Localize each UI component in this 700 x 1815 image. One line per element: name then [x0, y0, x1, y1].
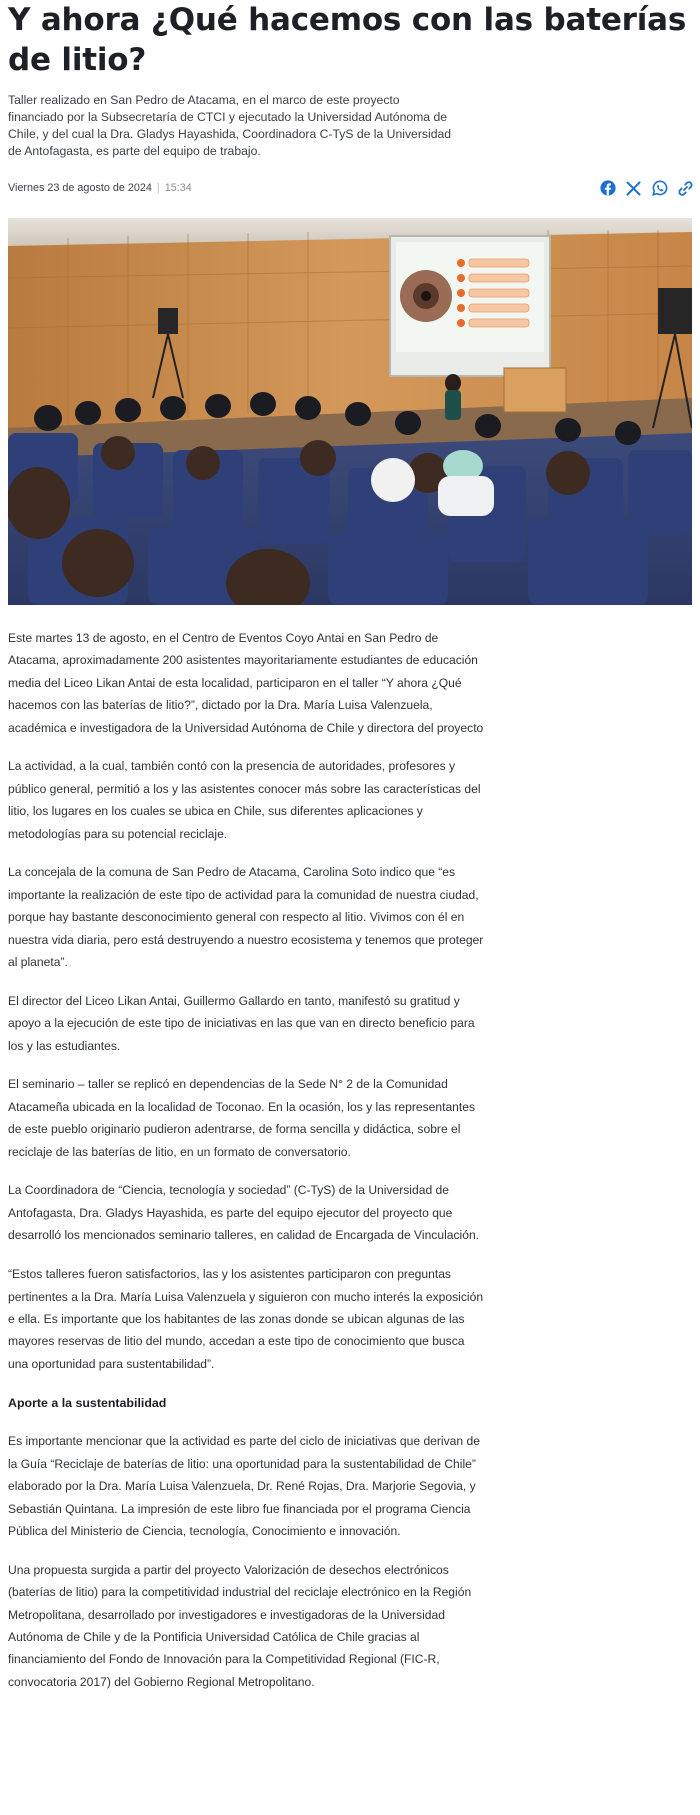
link-icon[interactable] [677, 180, 694, 197]
article-paragraph: El director del Liceo Likan Antai, Guillermo Gallardo en tanto, manifestó su gratitud y apoyo a la ejecución de este tipo de iniciativas en las que van en directo beneficio para los y las estudiantes. [8, 993, 475, 1053]
x-icon[interactable] [625, 180, 642, 197]
article-paragraph: Una propuesta surgida a partir del proyecto Valorización de desechos electrónicos (baterías de litio) para la competitividad industrial del reciclaje electrónico en la Región Metropolitana, desarrollado por investigadores e investigadoras de la Universidad Autónoma de Chile y de la Pontificia Universidad Católica de Chile gracias al financiamiento del Fondo de Innovación para la Competitividad Regional (FIC-R, convocatoria 2017) del Gobierno Regional Metropolitano. [8, 1562, 472, 1689]
article-paragraph: La concejala de la comuna de San Pedro de Atacama, Carolina Soto indico que “es importante la realización de este tipo de actividad para la comunidad de nuestra ciudad, porque hay bastante desconocimiento general con respecto al litio. Vivimos con él en nuestra vida diaria, pero está destruyendo a nuestro ecosistema y tenemos que proteger al planeta”. [8, 865, 484, 970]
publish-time: 15:34 [164, 182, 192, 194]
article-paragraph: “Estos talleres fueron satisfactorios, las y los asistentes participaron con preguntas pertinentes a la Dra. María Luisa Valenzuela y siguieron con mucho interés la exposición e ella. Es importante que los habitantes de las zonas donde se ubican algunas de las mayores reservas de litio del mundo, accedan a este tipo de conocimiento que busca una oportunidad para sustentabilidad”. [8, 1267, 484, 1371]
article-lead: Taller realizado en San Pedro de Atacama, en el marco de este proyecto financiado por la Subsecretaría de CTCI y ejecutado la Universidad Autónoma de Chile, y del cual la Dra. Gladys Hayashida, Coordinadora C-TyS de la Universidad de Antofagasta, es parte del equipo de trabajo. [8, 93, 452, 158]
whatsapp-icon[interactable] [651, 180, 668, 197]
article-photo [8, 218, 692, 605]
publish-date: Viernes 23 de agosto de 2024 [8, 182, 152, 194]
article-meta [8, 182, 192, 196]
article-paragraph: Es importante mencionar que la actividad es parte del ciclo de iniciativas que derivan de la Guía “Reciclaje de baterías de litio: una oportunidad para la sustentabilidad de Chile” elaborado por la Dra. María Luisa Valenzuela, Dr. René Rojas, Dra. Marjorie Segovia, y Sebastián Quintana. La impresión de este libro fue financiada por el programa Ciencia Pública del Ministerio de Ciencia, tecnología, Conocimiento e innovación. [8, 1434, 480, 1538]
article-paragraph: El seminario – taller se replicó en dependencias de la Sede N° 2 de la Comunidad Atacameña ubicada en la localidad de Toconao. En la ocasión, los y las representantes de este pueblo originario pudieron adentrarse, de forma sencilla y didáctica, sobre el reciclaje de las baterías de litio, en un formato de conversatorio. [8, 1077, 476, 1159]
article-paragraph: La Coordinadora de “Ciencia, tecnología y sociedad” (C-TyS) de la Universidad de Antofagasta, Dra. Gladys Hayashida, es parte del equipo ejecutor del proyecto que desarrolló los mencionados seminario talleres, en calidad de Encargada de Vinculación. [8, 1183, 480, 1243]
article-paragraph: La actividad, a la cual, también contó con la presencia de autoridades, profesores y público general, permitió a los y las asistentes conocer más sobre las características del litio, los lugares en los cuales se ubica en Chile, sus diferentes aplicaciones y metodologías para su potencial reciclaje. [8, 759, 481, 841]
section-heading: Aporte a la sustentabilidad [8, 1395, 167, 1410]
article-title: Y ahora ¿Qué hacemos con las baterías de litio? [8, 2, 687, 78]
article-body [8, 627, 486, 1710]
workshop-photo-illustration [8, 218, 692, 605]
facebook-icon[interactable] [599, 180, 616, 197]
share-bar [599, 178, 694, 198]
meta-separator: | [156, 182, 160, 194]
article-paragraph: Este martes 13 de agosto, en el Centro de Eventos Coyo Antai en San Pedro de Atacama, aproximadamente 200 asistentes mayoritariamente estudiantes de educación media del Liceo Likan Antai de esta localidad, participaron en el taller “Y ahora ¿Qué hacemos con las baterías de litio?”, dictado por la Dra. María Luisa Valenzuela, académica e investigadora de la Universidad Autónoma de Chile y directora del proyecto [8, 631, 484, 735]
